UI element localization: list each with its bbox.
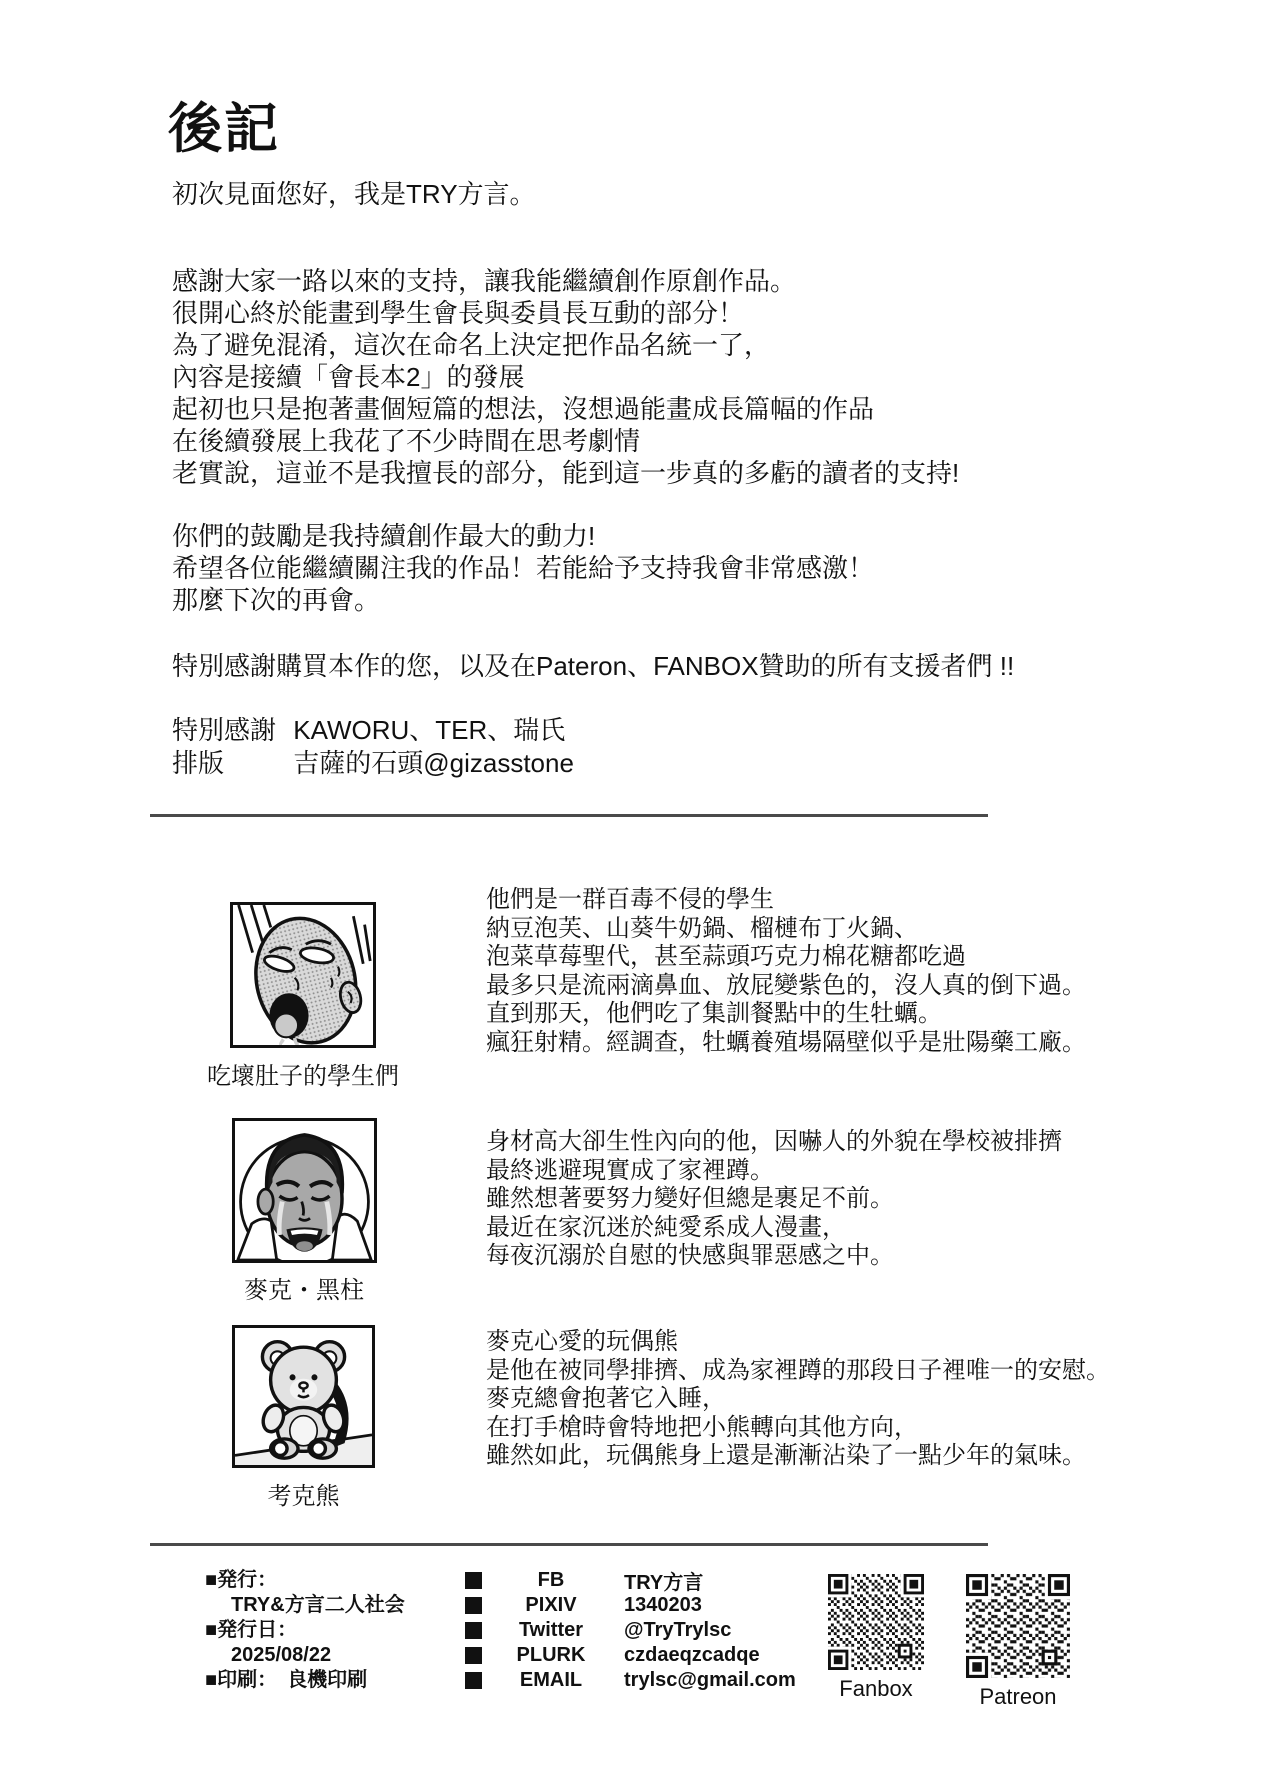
social-links: [465, 1568, 796, 1693]
social-value: czdaeqzcadqe: [624, 1644, 760, 1666]
bullet-square-icon: [465, 1672, 482, 1689]
character-name: 麥克・黑柱: [244, 1277, 364, 1304]
patreon-qr-icon: [966, 1574, 1070, 1678]
character-description: [486, 1328, 1110, 1471]
intro-line: 老實說，這並不是我擅長的部分，能到這一步真的多虧的讀者的支持!: [172, 458, 960, 488]
intro-line: 很開心終於能畫到學生會長與委員長互動的部分！: [172, 298, 745, 328]
intro-paragraph-2: [172, 265, 959, 489]
description-line: 是他在被同學排擠、成為家裡蹲的那段日子裡唯一的安慰。: [486, 1356, 1110, 1384]
intro-line: 起初也只是抱著畫個短篇的想法，沒想過能畫成長篇幅的作品: [172, 394, 875, 424]
publish-date-label: ■発行日：: [205, 1619, 298, 1641]
social-label: Twitter: [518, 1619, 584, 1641]
intro-line: 在後續發展上我花了不少時間在思考劇情: [172, 426, 641, 456]
page-title: 後記: [168, 99, 280, 159]
description-line: 每夜沉溺於自慰的快感與罪惡感之中。: [486, 1242, 894, 1269]
description-line: 最終逃避現實成了家裡蹲。: [486, 1156, 774, 1184]
printer-line: [205, 1668, 405, 1693]
intro-line: 特別感謝購買本作的您，以及在Pateron、FANBOX贊助的所有支援者們 !!: [172, 651, 1015, 681]
credit-value: KAWORU、TER、瑞氏: [293, 715, 566, 745]
intro-paragraph-4: [172, 650, 1014, 682]
credit-value: 吉薩的石頭@gizasstone: [293, 748, 574, 778]
intro-line: 感謝大家一路以來的支持，讓我能繼續創作原創作品。: [172, 266, 797, 296]
description-line: 最近在家沉迷於純愛系成人漫畫，: [486, 1213, 846, 1241]
description-line: 泡菜草莓聖代，甚至蒜頭巧克力棉花糖都吃過: [486, 943, 966, 970]
description-line: 納豆泡芙、山葵牛奶鍋、榴槤布丁火鍋、: [486, 914, 918, 942]
character-description: [486, 886, 1086, 1057]
section-divider: [150, 814, 988, 817]
bullet-square-icon: [465, 1622, 482, 1639]
credit-label: 排版: [172, 748, 225, 778]
printer-name: 良機印刷: [287, 1669, 368, 1691]
social-row: [465, 1668, 796, 1693]
description-line: 麥克總會抱著它入睡，: [486, 1385, 726, 1412]
social-value: trylsc@gmail.com: [624, 1669, 796, 1691]
credits-block: [172, 714, 574, 780]
credit-label: 特別感謝: [172, 715, 277, 745]
credit-row: [172, 747, 574, 780]
intro-line: 內容是接續「會長本2」的發展: [172, 362, 525, 392]
social-row: [465, 1568, 796, 1593]
social-value: @TryTrylsc: [624, 1619, 732, 1641]
bullet-square-icon: [465, 1647, 482, 1664]
bullet-square-icon: [465, 1572, 482, 1589]
publisher-info: [205, 1568, 405, 1693]
description-line: 麥克心愛的玩偶熊: [486, 1328, 678, 1355]
teddy-bear-illustration: [232, 1325, 375, 1468]
character-name: 考克熊: [267, 1483, 340, 1510]
character-description: [486, 1128, 1062, 1271]
publish-date: 2025/08/22: [231, 1644, 332, 1666]
crying-man-illustration: [232, 1118, 377, 1263]
fanbox-qr-block: [828, 1574, 924, 1702]
fanbox-qr-icon: [828, 1574, 924, 1670]
description-line: 直到那天，他們吃了集訓餐點中的生牡蠣。: [486, 1000, 942, 1027]
description-line: 在打手槍時會特地把小熊轉向其他方向，: [486, 1413, 918, 1441]
intro-paragraph-1: [172, 178, 536, 210]
intro-paragraph-3: [172, 520, 874, 616]
social-row: [465, 1618, 796, 1643]
publisher-name: TRY&方言二人社会: [231, 1594, 405, 1616]
social-row: [465, 1593, 796, 1618]
description-line: 雖然想著要努力變好但總是裹足不前。: [486, 1185, 894, 1212]
social-value: 1340203: [624, 1594, 702, 1616]
description-line: 他們是一群百毒不侵的學生: [486, 886, 774, 913]
description-line: 瘋狂射精。經調查，牡蠣養殖場隔壁似乎是壯陽藥工廠。: [486, 1028, 1086, 1056]
social-label: PLURK: [516, 1644, 586, 1666]
bullet-square-icon: [465, 1597, 482, 1614]
character-name: 吃壞肚子的學生們: [207, 1063, 399, 1090]
description-line: 身材高大卻生性內向的他，因嚇人的外貌在學校被排擠: [486, 1128, 1062, 1155]
social-value: TRY方言: [624, 1572, 704, 1594]
credit-row: [172, 714, 574, 747]
social-row: [465, 1643, 796, 1668]
patreon-qr-block: [966, 1574, 1070, 1710]
intro-line: 希望各位能繼續關注我的作品！若能給予支持我會非常感激！: [172, 553, 875, 583]
description-line: 雖然如此，玩偶熊身上還是漸漸沾染了一點少年的氣味。: [486, 1442, 1086, 1469]
patreon-qr-label: Patreon: [979, 1684, 1057, 1709]
intro-line: 那麼下次的再會。: [172, 585, 381, 615]
social-label: FB: [537, 1569, 565, 1591]
print-label: ■印刷：: [205, 1669, 278, 1691]
intro-line: 初次見面您好，我是TRY方言。: [172, 179, 536, 209]
footer-divider: [150, 1543, 988, 1546]
intro-line: 你們的鼓勵是我持續創作最大的動力!: [172, 521, 596, 551]
sick-students-illustration: [230, 902, 376, 1048]
fanbox-qr-label: Fanbox: [839, 1676, 913, 1701]
social-label: PIXIV: [525, 1594, 577, 1616]
intro-line: 為了避免混淆，這次在命名上決定把作品名統一了，: [172, 330, 771, 360]
publish-label: ■発行：: [205, 1569, 278, 1591]
description-line: 最多只是流兩滴鼻血、放屁變紫色的，沒人真的倒下過。: [486, 971, 1086, 999]
social-label: EMAIL: [519, 1669, 583, 1691]
